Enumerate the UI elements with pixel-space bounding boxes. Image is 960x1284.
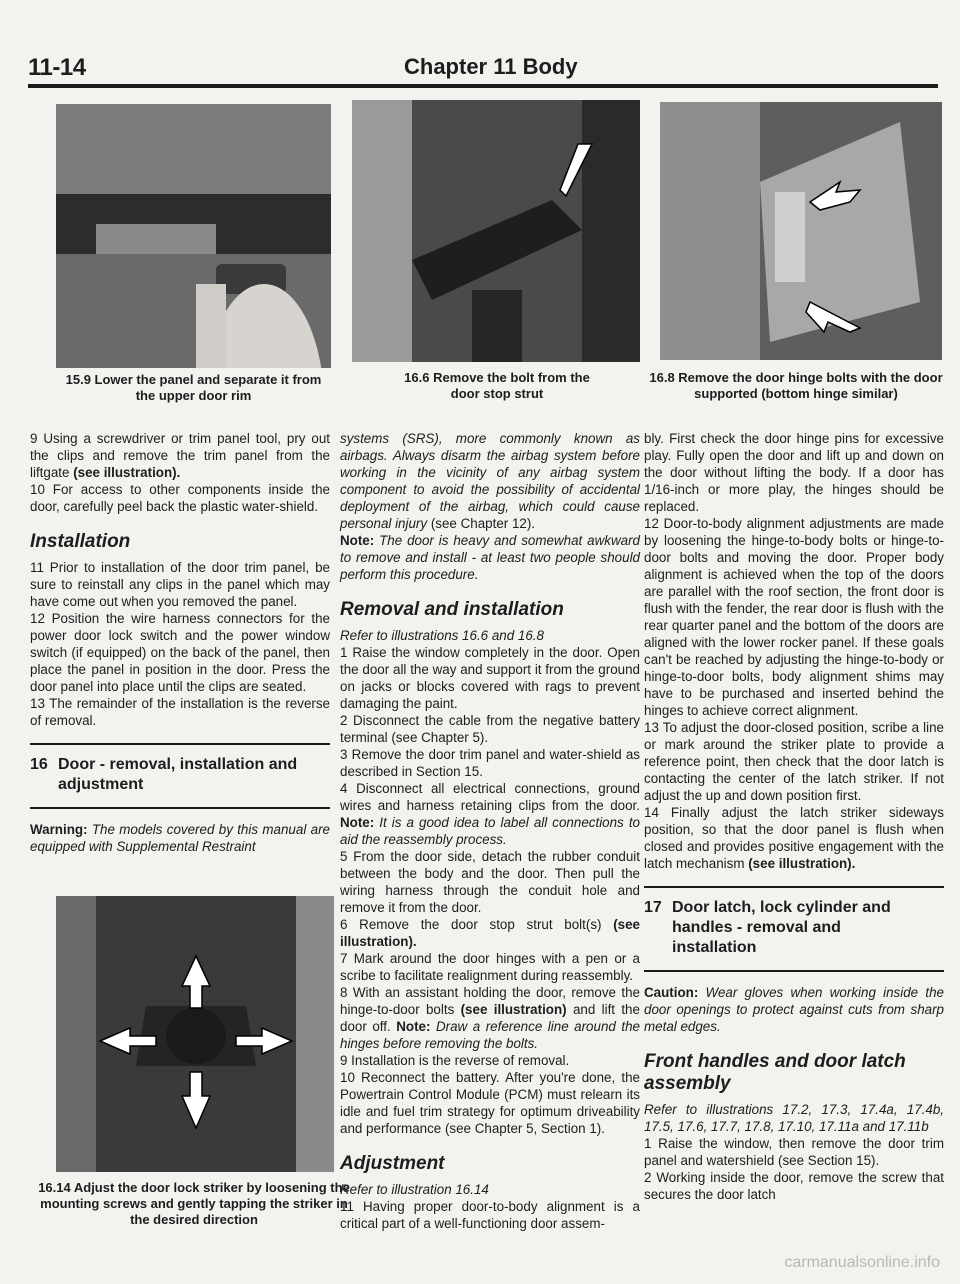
para-15-11: 11 Prior to installation of the door trim panel, be sure to reinstall any clips in the panel which may have come out when you removed the panel. — [30, 560, 330, 609]
section-17-heading: 17 Door latch, lock cylinder and handles - removal and installation — [644, 886, 944, 972]
para-16-6: 6 Remove the door stop strut bolt(s) (see illustration). — [340, 917, 640, 949]
column-2 — [340, 430, 640, 1232]
warning-16-cont: systems (SRS), more commonly known as airbags. Always disarm the airbag system before working in the vicinity of any airbag system component to avoid the possibility of accidental deployment of the airbag, which could cause personal injury (see Chapter 12). — [340, 431, 640, 531]
front-handles-refer: Refer to illustrations 17.2, 17.3, 17.4a, 17.4b, 17.5, 17.6, 17.7, 17.8, 17.10, 17.11a and 17.11b — [644, 1102, 944, 1134]
para-15-13: 13 The remainder of the installation is the reverse of removal. — [30, 696, 330, 728]
photo-16-6-image — [352, 100, 640, 362]
caption-15-9: 15.9 Lower the panel and separate it from the upper door rim — [65, 372, 322, 403]
photo-15-9 — [56, 104, 331, 368]
caption-16-8: 16.8 Remove the door hinge bolts with the door supported (bottom hinge similar) — [649, 370, 943, 401]
photo-16-14 — [56, 896, 334, 1172]
note-16: Note: The door is heavy and somewhat awkward to remove and install - at least two people should perform this procedure. — [340, 533, 640, 582]
caption-16-6: 16.6 Remove the bolt from the door stop strut — [404, 370, 590, 401]
para-16-11-cont: bly. First check the door hinge pins for excessive play. Fully open the door and lift up and down on the door without lifting the body. If a door has 1/16-inch or more play, the hinges should be replaced. — [644, 431, 944, 514]
para-15-9: 9 Using a screwdriver or trim panel tool, pry out the clips and remove the trim panel from the liftgate (see illustration). — [30, 431, 330, 480]
removal-refer: Refer to illustrations 16.6 and 16.8 — [340, 628, 544, 643]
adjustment-heading: Adjustment — [340, 1153, 445, 1174]
photo-15-9-image — [56, 104, 331, 368]
chapter-title: Chapter 11 Body — [404, 54, 578, 79]
page-header — [28, 48, 938, 88]
para-17-1: 1 Raise the window, then remove the door trim panel and watershield (see Section 15). — [644, 1136, 944, 1168]
para-16-1: 1 Raise the window completely in the door. Open the door all the way and support it from the ground on jacks or blocks covered with rags to prevent damaging the paint. — [340, 645, 640, 711]
column-1 — [30, 430, 330, 855]
para-16-13: 13 To adjust the door-closed position, scribe a line or mark around the striker plate to provide a reference point, then check that the door latch is contacting the center of the latch striker. If not adjust the up and down position first. — [644, 720, 944, 803]
removal-heading: Removal and installation — [340, 599, 564, 620]
para-16-4: 4 Disconnect all electrical connections, ground wires and harness retaining clips from the door. Note: It is a good idea to label all connections to aid the reassembly process. — [340, 781, 640, 847]
para-15-12: 12 Position the wire harness connectors for the power door lock switch and the power window switch (if equipped) on the back of the panel, then place the panel in position in the door. Press the door panel into place until the clips are seated. — [30, 611, 330, 694]
para-16-5: 5 From the door side, detach the rubber conduit between the body and the door. Then pull the wiring harness through the conduit hole and remove it from the door. — [340, 849, 640, 915]
front-handles-heading: Front handles and door latch assembly — [644, 1051, 906, 1094]
para-17-2: 2 Working inside the door, remove the screw that secures the door latch — [644, 1170, 944, 1202]
para-15-10: 10 For access to other components inside the door, carefully peel back the plastic water-shield. — [30, 482, 330, 514]
para-16-10: 10 Reconnect the battery. After you're done, the Powertrain Control Module (PCM) must relearn its idle and fuel trim strategy for optimum driveability and performance (see Chapter 5, Section 1). — [340, 1070, 640, 1136]
column-3 — [644, 430, 944, 1203]
caution-17: Caution: Wear gloves when working inside the door openings to protect against cuts from sharp metal edges. — [644, 985, 944, 1034]
para-16-8: 8 With an assistant holding the door, remove the hinge-to-door bolts (see illustration) and lift the door off. Note: Draw a reference line around the hinges before removing the bolts. — [340, 985, 640, 1051]
warning-16: Warning: The models covered by this manual are equipped with Supplemental Restraint — [30, 822, 330, 854]
para-16-14: 14 Finally adjust the latch striker sideways position, so that the door panel is flush when closed and provides positive engagement with the latch mechanism (see illustration). — [644, 805, 944, 871]
section-16-heading: 16 Door - removal, installation and adjustment — [30, 743, 330, 809]
para-16-9: 9 Installation is the reverse of removal. — [340, 1053, 570, 1068]
para-16-12: 12 Door-to-body alignment adjustments are made by loosening the hinge-to-body bolts or hinge-to-door bolts and moving the door. Proper body alignment is achieved when the top of the doors are parallel with the roof section, the front door is flush with the fender, the rear door is flush with the rear quarter panel and the bottom of the doors are aligned with the lower rocker panel. If these goals can't be reached by adjusting the hinge-to-body or hinge-to-door bolts, body alignment shims may have to be purchased and inserted behind the hinges to achieve correct alignment. — [644, 516, 944, 718]
page-number: 11-14 — [28, 54, 86, 81]
para-16-11: 11 Having proper door-to-body alignment is a critical part of a well-functioning door assem- — [340, 1199, 640, 1231]
photo-16-14-image — [56, 896, 334, 1172]
installation-heading: Installation — [30, 531, 131, 552]
para-16-3: 3 Remove the door trim panel and water-shield as described in Section 15. — [340, 747, 640, 779]
photo-16-8 — [660, 102, 942, 360]
photo-16-6 — [352, 100, 640, 362]
para-16-2: 2 Disconnect the cable from the negative battery terminal (see Chapter 5). — [340, 713, 640, 745]
adjustment-refer: Refer to illustration 16.14 — [340, 1182, 489, 1197]
header-rule — [28, 84, 938, 88]
watermark: carmanualsonline.info — [784, 1254, 940, 1271]
photo-16-8-image — [660, 102, 942, 360]
caption-16-14: 16.14 Adjust the door lock striker by loosening the mounting screws and gently tapping the striker in the desired direction — [38, 1180, 350, 1227]
para-16-7: 7 Mark around the door hinges with a pen or a scribe to facilitate realignment during reassembly. — [340, 951, 640, 983]
